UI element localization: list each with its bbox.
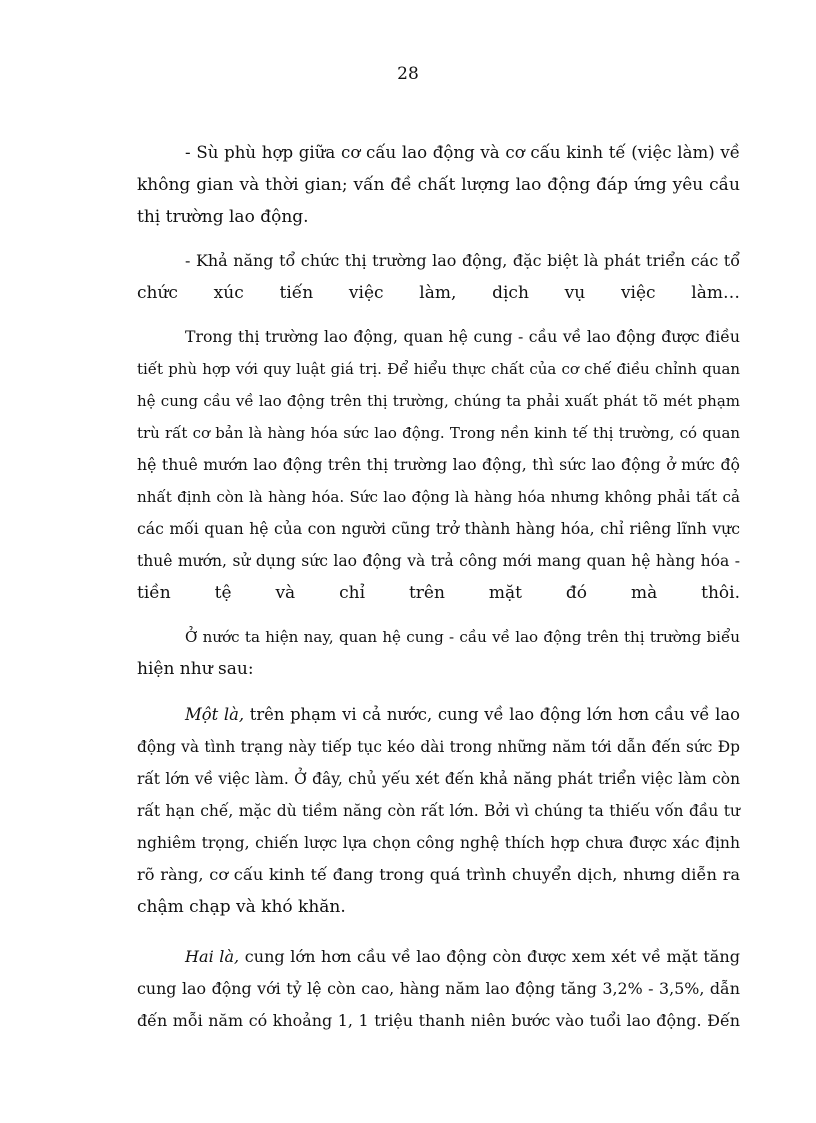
italic-lead: Hai là, xyxy=(185,947,240,966)
paragraph-vietnam-situation xyxy=(137,621,740,685)
text-line: hệ cung cầu về lao động trên thị trường, chúng ta phải xuất phát tõ mét phạm xyxy=(137,392,740,410)
text-line: đến mỗi năm có khoảng 1, 1 triệu thanh niên bước vào tuổi lao động. Đến xyxy=(137,1011,740,1030)
text-line: Trong thị trường lao động, quan hệ cung - cầu về lao động được điều xyxy=(185,327,740,346)
text-line: chậm chạp và khó khăn. xyxy=(137,897,346,917)
text-line: cung lao động với tỷ lệ còn cao, hàng năm lao động tăng 3,2% - 3,5%, dẫn xyxy=(137,979,740,998)
text-line xyxy=(137,699,740,731)
text-span: cung lớn hơn cầu về lao động còn được xem xét về mặt tăng xyxy=(239,947,740,966)
text-line: nghiêm trọng, chiến lược lựa chọn công nghệ thích hợp chưa được xác định xyxy=(137,834,740,852)
text-line: thị trường lao động. xyxy=(137,207,309,227)
paragraph-supply-demand xyxy=(137,321,740,609)
page-number: 28 xyxy=(397,64,419,84)
italic-lead: Một là, xyxy=(185,705,245,724)
text-line: hệ thuê mướn lao động trên thị trường lao động, thì sức lao động ở mức độ xyxy=(137,455,740,474)
text-line: - Khả năng tổ chức thị trường lao động, đặc biệt là phát triển các tổ xyxy=(185,251,740,270)
text-line: thuê mướn, sử dụng sức lao động và trả công mới mang quan hệ hàng hóa - xyxy=(137,552,740,570)
text-line: rất hạn chế, mặc dù tiềm năng còn rất lớn. Bởi vì chúng ta thiếu vốn đầu tư xyxy=(137,802,740,820)
paragraph-second-point xyxy=(137,941,740,1037)
paragraph-market-organization xyxy=(137,245,740,309)
text-line: tiền tệ và chỉ trên mặt đó mà thôi. xyxy=(137,583,740,603)
text-line: không gian và thời gian; vấn đề chất lượng lao động đáp ứng yêu cầu xyxy=(137,175,740,195)
paragraph-first-point xyxy=(137,699,740,923)
text-line: chức xúc tiến việc làm, dịch vụ việc làm… xyxy=(137,283,740,303)
text-line: các mối quan hệ của con người cũng trở thành hàng hóa, chỉ riêng lĩnh vực xyxy=(137,519,740,538)
text-line xyxy=(137,941,740,973)
paragraph-labor-structure xyxy=(137,137,740,233)
text-line: hiện như sau: xyxy=(137,659,254,679)
text-line: rất lớn về việc làm. Ở đây, chủ yếu xét đến khả năng phát triển việc làm còn xyxy=(137,770,740,788)
text-span: trên phạm vi cả nước, cung về lao động lớn hơn cầu về lao xyxy=(244,705,740,724)
document-body xyxy=(137,137,740,1037)
text-line: nhất định còn là hàng hóa. Sức lao động là hàng hóa nhưng không phải tất cả xyxy=(137,488,740,506)
text-line: - Sù phù hợp giữa cơ cấu lao động và cơ cấu kinh tế (việc làm) về xyxy=(185,143,740,162)
text-line: rõ ràng, cơ cấu kinh tế đang trong quá trình chuyển dịch, nhưng diễn ra xyxy=(137,865,740,884)
text-line: động và tình trạng này tiếp tục kéo dài trong những năm tới dẫn đến sức Ðp xyxy=(137,738,740,756)
text-line: trù rất cơ bản là hàng hóa sức lao động. Trong nền kinh tế thị trường, có quan xyxy=(137,424,740,442)
text-line: tiết phù hợp với quy luật giá trị. Để hiểu thực chất của cơ chế điều chỉnh quan xyxy=(137,360,740,378)
text-line: Ở nước ta hiện nay, quan hệ cung - cầu về lao động trên thị trường biểu xyxy=(185,628,740,646)
